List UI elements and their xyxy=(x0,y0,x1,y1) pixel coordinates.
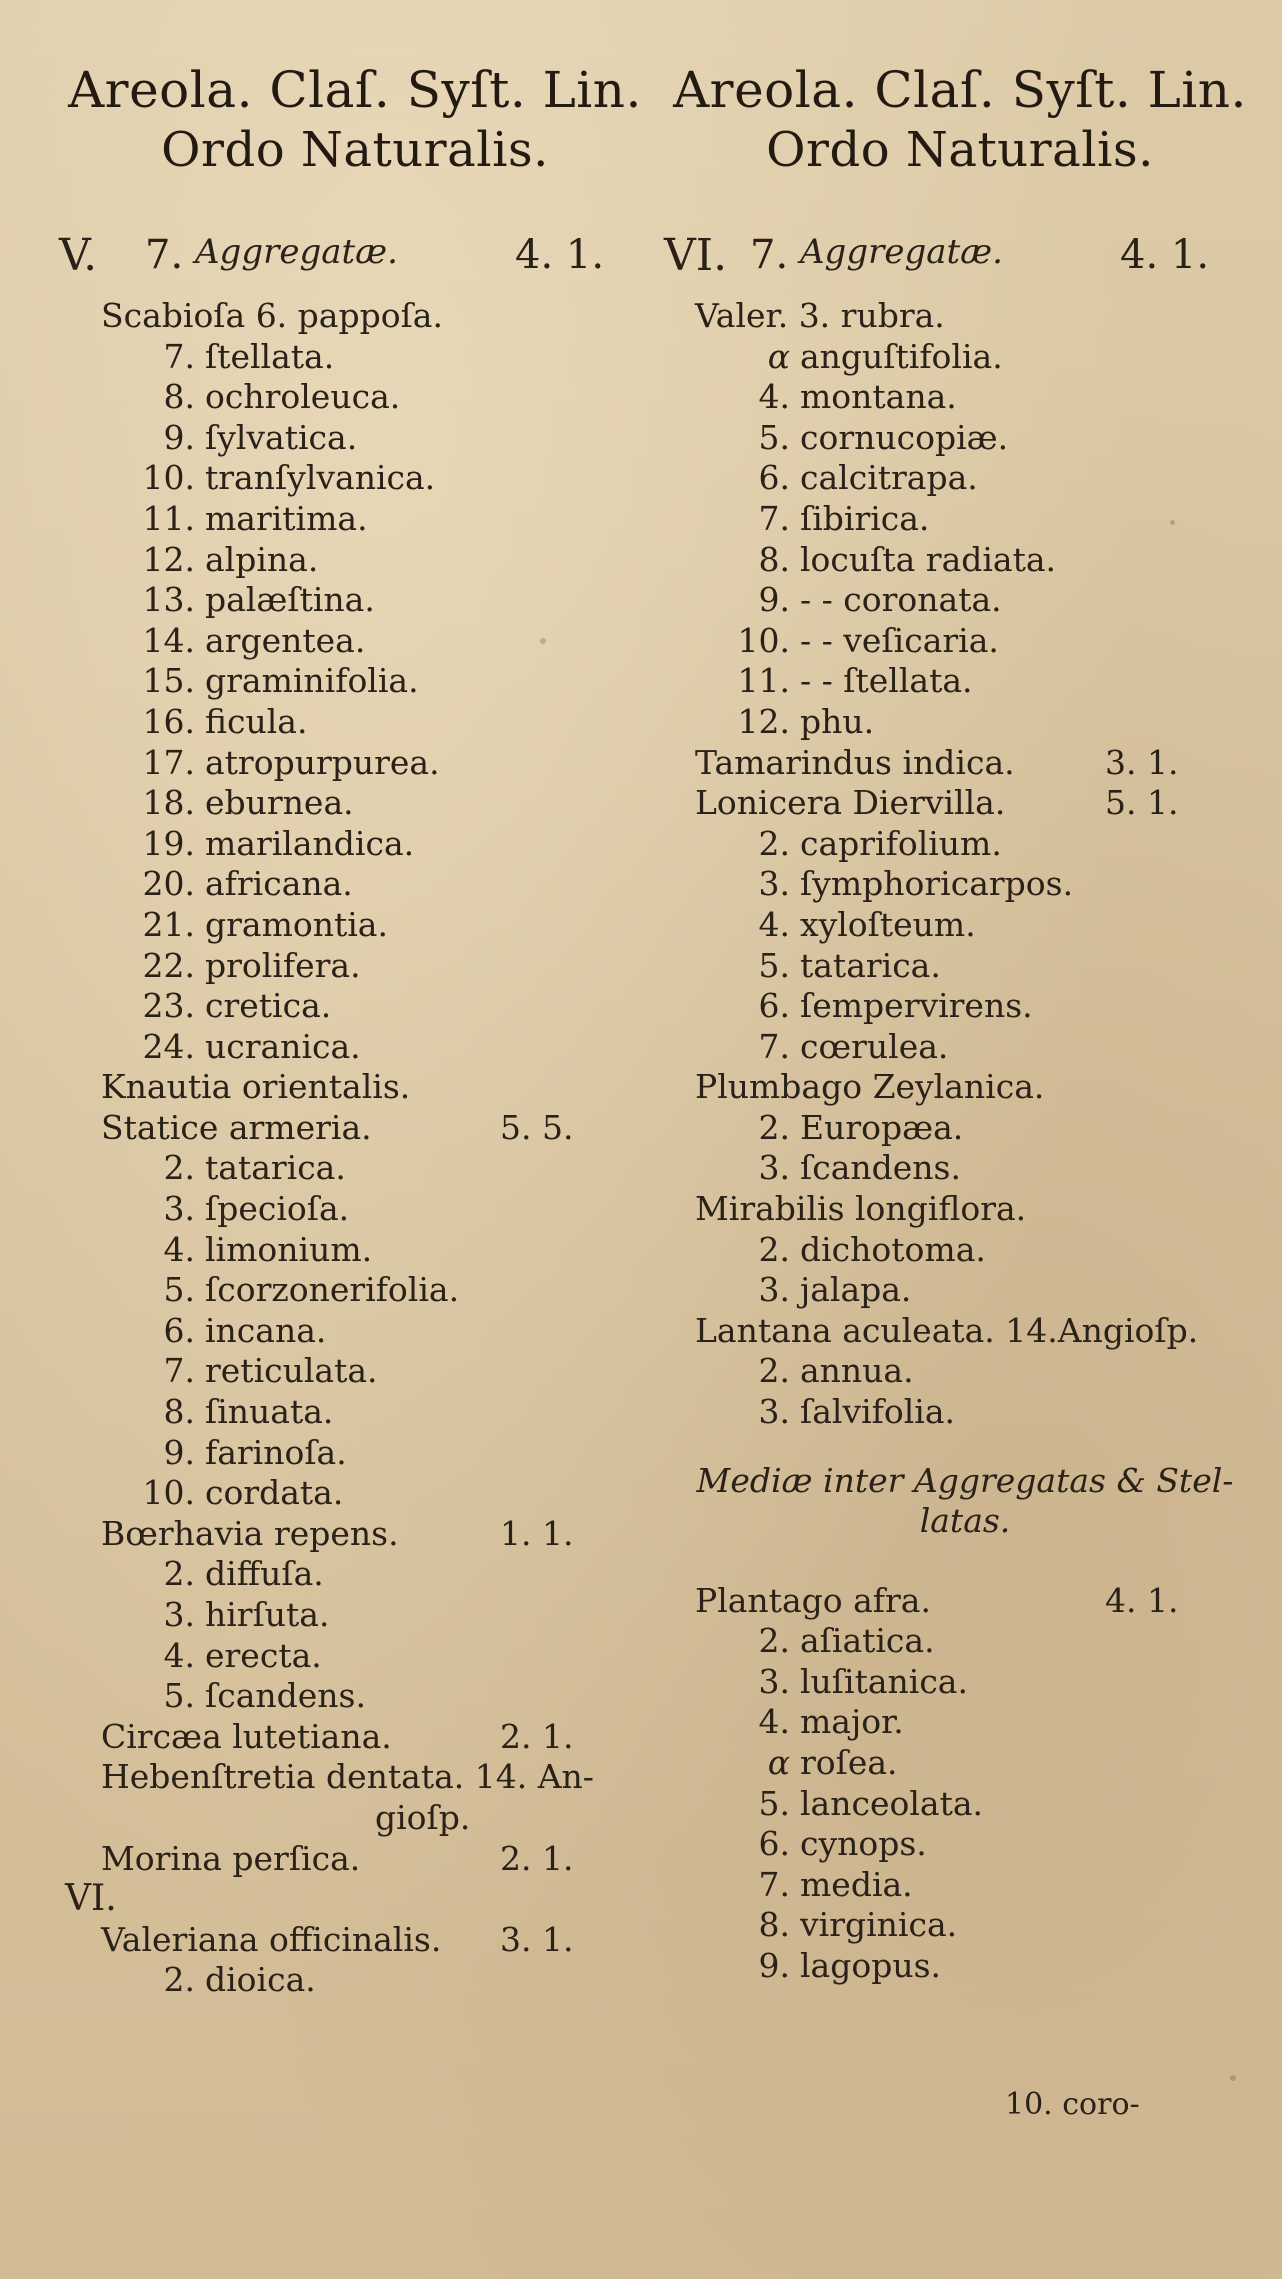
entry-text: calcitrapa. xyxy=(800,458,978,498)
entry-text: cornucopiæ. xyxy=(800,417,1009,457)
entry-row xyxy=(45,458,665,499)
entry-text: dioica. xyxy=(205,1960,316,2000)
entry-row xyxy=(45,1636,665,1677)
entry-text: roſea. xyxy=(800,1743,898,1782)
entry-row xyxy=(45,540,665,581)
entry-text: Valeriana officinalis. xyxy=(101,1919,442,1959)
entry-number: 3. xyxy=(758,1392,790,1432)
entry-text: ſcandens. xyxy=(800,1148,961,1188)
entry-text: diffuſa. xyxy=(205,1554,324,1594)
right-entry-list-2 xyxy=(650,1581,1270,1987)
entry-text: ficula. xyxy=(205,701,308,741)
entry-number: 6. xyxy=(163,1310,195,1350)
entry-number: 4. xyxy=(758,377,790,417)
entry-row xyxy=(650,1392,1270,1433)
entry-row xyxy=(650,1311,1270,1352)
entry-text: alpina. xyxy=(205,539,319,579)
entry-row xyxy=(45,580,665,621)
entry-text: argentea. xyxy=(205,620,366,660)
entry-text: Knautia orientalis. xyxy=(101,1067,411,1107)
entry-text: Plumbago Zeylanica. xyxy=(695,1067,1045,1107)
left-column xyxy=(45,60,665,2001)
entry-text: ſalvifolia. xyxy=(800,1392,955,1432)
entry-text: Circæa lutetiana. xyxy=(101,1716,392,1756)
section-roman: V. xyxy=(59,230,98,281)
entry-row xyxy=(650,824,1270,865)
entry-row xyxy=(650,1027,1270,1068)
entry-class: 5. 5. xyxy=(500,1107,574,1147)
entry-row xyxy=(650,1865,1270,1906)
entry-row xyxy=(45,743,665,784)
entry-row xyxy=(650,499,1270,540)
entry-row xyxy=(650,1824,1270,1865)
entry-row xyxy=(45,1473,665,1514)
entry-text: ſcorzonerifolia. xyxy=(205,1270,460,1310)
entry-text: hirſuta. xyxy=(205,1595,330,1634)
entry-text: Europæa. xyxy=(800,1107,964,1147)
entry-row xyxy=(45,1920,665,1961)
entry-text: locuſta radiata. xyxy=(800,539,1057,579)
entry-text: reticulata. xyxy=(205,1351,378,1391)
foxing-spot xyxy=(540,638,546,644)
foxing-spot xyxy=(1230,2075,1236,2081)
entry-row xyxy=(650,377,1270,418)
entry-number: 2. xyxy=(758,823,790,863)
entry-number: 11. xyxy=(142,498,195,538)
entry-row xyxy=(45,783,665,824)
entry-text: ucranica. xyxy=(205,1026,361,1066)
entry-row xyxy=(650,337,1270,378)
entry-row xyxy=(650,1946,1270,1987)
entry-row xyxy=(45,946,665,987)
foxing-spot xyxy=(338,1283,343,1288)
entry-row xyxy=(650,1108,1270,1149)
entry-row xyxy=(45,418,665,459)
entry-class: 4. 1. xyxy=(1105,1580,1179,1620)
section-heading xyxy=(45,230,665,292)
entry-number: 8. xyxy=(758,539,790,579)
entry-number: 4. xyxy=(758,904,790,944)
entry-row xyxy=(45,296,665,337)
entry-text: erecta. xyxy=(205,1635,322,1675)
entry-row xyxy=(650,1270,1270,1311)
entry-text: Lantana aculeata. 14.Angioſp. xyxy=(695,1310,1199,1350)
entry-number: 2. xyxy=(163,1960,195,2000)
entry-row xyxy=(650,540,1270,581)
section-name: Aggregatæ. xyxy=(800,232,1003,272)
entry-row xyxy=(650,1351,1270,1392)
entry-row xyxy=(45,905,665,946)
entry-row xyxy=(45,499,665,540)
entry-number: 2. xyxy=(163,1148,195,1188)
entry-text: Mirabilis longiflora. xyxy=(695,1189,1027,1229)
entry-text: Lonicera Diervilla. xyxy=(695,783,1006,823)
entry-number: 8. xyxy=(163,377,195,417)
entry-number: 3. xyxy=(758,1661,790,1701)
section-number: 7. xyxy=(145,232,184,278)
entry-row xyxy=(650,1621,1270,1662)
entry-text: lanceolata. xyxy=(800,1783,984,1823)
entry-text: marilandica. xyxy=(205,823,415,863)
header-line-1: Areola. Claſ. Syſt. Lin. xyxy=(673,61,1247,119)
entry-text: Statice armeria. xyxy=(101,1107,372,1147)
entry-number: 2. xyxy=(758,1229,790,1269)
entry-text: Plantago afra. xyxy=(695,1580,931,1620)
entry-number: 5. xyxy=(163,1676,195,1716)
entry-number: 2. xyxy=(758,1351,790,1391)
entry-number: 3. xyxy=(163,1189,195,1229)
entry-row xyxy=(45,702,665,743)
entry-text: cœrulea. xyxy=(800,1026,949,1066)
entry-number: 15. xyxy=(142,661,195,701)
entry-text: farinoſa. xyxy=(205,1432,347,1472)
entry-row xyxy=(45,1717,665,1758)
entry-text: ſtellata. xyxy=(205,336,335,376)
entry-row xyxy=(45,1839,665,1880)
entry-text: tatarica. xyxy=(205,1148,346,1188)
entry-number: 10. xyxy=(142,458,195,498)
entry-text: xyloſteum. xyxy=(800,904,976,944)
entry-number: 20. xyxy=(142,864,195,904)
entry-text: phu. xyxy=(800,701,875,741)
entry-row xyxy=(45,1595,665,1636)
entry-text: gramontia. xyxy=(205,904,388,944)
entry-text: luſitanica. xyxy=(800,1661,968,1701)
entry-text: montana. xyxy=(800,377,957,417)
entry-number: 8. xyxy=(163,1392,195,1432)
entry-row xyxy=(650,1581,1270,1622)
entry-text: atropurpurea. xyxy=(205,742,440,782)
entry-row xyxy=(650,864,1270,905)
entry-row xyxy=(45,1108,665,1149)
entry-number: 7. xyxy=(758,498,790,538)
entry-text: tatarica. xyxy=(800,945,941,985)
entry-class: 3. 1. xyxy=(1105,742,1179,782)
entry-number: α xyxy=(767,1743,790,1782)
subheading-line-2: latas. xyxy=(919,1500,1011,1540)
entry-row xyxy=(45,1189,665,1230)
entry-text: anguſtifolia. xyxy=(800,336,1003,376)
entry-text: ſpecioſa. xyxy=(205,1189,350,1229)
entry-class: 2. 1. xyxy=(500,1838,574,1878)
entry-row xyxy=(45,1960,665,2001)
entry-number: 16. xyxy=(142,701,195,741)
entry-row xyxy=(650,783,1270,824)
entry-row xyxy=(45,337,665,378)
entry-number: 19. xyxy=(142,823,195,863)
entry-number: 21. xyxy=(142,904,195,944)
entry-text: caprifolium. xyxy=(800,823,1002,863)
entry-row xyxy=(650,905,1270,946)
entry-number: 3. xyxy=(758,864,790,904)
entry-text: - - veſicaria. xyxy=(800,620,999,660)
entry-number: 2. xyxy=(758,1107,790,1147)
entry-number: 5. xyxy=(163,1270,195,1310)
entry-number: 5. xyxy=(758,1783,790,1823)
entry-text: ſcandens. xyxy=(205,1676,366,1716)
entry-row xyxy=(45,1027,665,1068)
entry-row xyxy=(45,1798,665,1839)
subheading-line-1: Mediæ inter Aggregatas & Stel- xyxy=(696,1460,1234,1500)
entry-text: Hebenſtretia dentata. 14. An- xyxy=(101,1757,594,1797)
entry-number: 22. xyxy=(142,945,195,985)
entry-number: 5. xyxy=(758,945,790,985)
entry-row xyxy=(45,661,665,702)
entry-row xyxy=(650,986,1270,1027)
left-column-header xyxy=(45,60,665,180)
entry-row xyxy=(45,864,665,905)
subheading-mediae xyxy=(650,1461,1270,1541)
entry-row xyxy=(650,1784,1270,1825)
entry-number: α xyxy=(767,336,790,376)
header-line-2: Ordo Naturalis. xyxy=(766,122,1154,178)
entry-row xyxy=(45,621,665,662)
entry-text: virginica. xyxy=(800,1905,958,1945)
entry-number: 8. xyxy=(758,1905,790,1945)
section-class: 4. 1. xyxy=(1120,232,1210,278)
entry-number: 12. xyxy=(737,701,790,741)
entry-text: ſinuata. xyxy=(205,1392,334,1432)
section-roman: VI. xyxy=(664,230,728,281)
entry-row xyxy=(45,986,665,1027)
section-name: Aggregatæ. xyxy=(195,232,398,272)
entry-text: major. xyxy=(800,1702,904,1742)
right-entry-list xyxy=(650,296,1270,1433)
entry-class: 2. 1. xyxy=(500,1716,574,1756)
entry-row xyxy=(650,661,1270,702)
entry-number: 10. xyxy=(737,620,790,660)
entry-number: 9. xyxy=(758,580,790,620)
entry-text: limonium. xyxy=(205,1229,373,1269)
entry-row xyxy=(650,1662,1270,1703)
entry-number: 6. xyxy=(758,458,790,498)
entry-number: 4. xyxy=(163,1229,195,1269)
entry-text: ſempervirens. xyxy=(800,986,1033,1026)
entry-number: 4. xyxy=(163,1635,195,1675)
entry-row xyxy=(45,1757,665,1798)
entry-text: - - ſtellata. xyxy=(800,661,973,701)
entry-class: 3. 1. xyxy=(500,1919,574,1959)
entry-text: cretica. xyxy=(205,986,332,1026)
entry-number: 11. xyxy=(737,661,790,701)
entry-number: 24. xyxy=(142,1026,195,1066)
foxing-spot xyxy=(1170,520,1175,525)
entry-row xyxy=(45,1230,665,1271)
entry-number: 14. xyxy=(142,620,195,660)
entry-text: cordata. xyxy=(205,1473,344,1513)
entry-row xyxy=(650,1743,1270,1784)
entry-number: 7. xyxy=(758,1026,790,1066)
catchword: 10. coro- xyxy=(1005,2087,1140,2122)
entry-text: incana. xyxy=(205,1310,327,1350)
entry-text: jalapa. xyxy=(800,1270,912,1310)
header-line-2: Ordo Naturalis. xyxy=(161,122,549,178)
entry-text: annua. xyxy=(800,1351,914,1391)
entry-number: 3. xyxy=(163,1595,195,1634)
entry-row xyxy=(650,743,1270,784)
entry-text: Scabioſa 6. pappoſa. xyxy=(101,296,443,335)
entry-number: 13. xyxy=(142,580,195,620)
entry-row xyxy=(650,296,1270,337)
entry-text: prolifera. xyxy=(205,945,361,985)
entry-text: palæſtina. xyxy=(205,580,375,620)
entry-text: cynops. xyxy=(800,1824,927,1864)
entry-row xyxy=(650,946,1270,987)
entry-number: 3. xyxy=(758,1270,790,1310)
entry-row xyxy=(45,1067,665,1108)
entry-number: 2. xyxy=(758,1621,790,1661)
entry-text: tranſylvanica. xyxy=(205,458,436,498)
entry-number: 9. xyxy=(758,1945,790,1985)
right-column xyxy=(650,60,1270,1987)
entry-text: ſylvatica. xyxy=(205,417,358,457)
entry-number: 9. xyxy=(163,417,195,457)
header-line-1: Areola. Claſ. Syſt. Lin. xyxy=(68,61,642,119)
entry-number: 3. xyxy=(758,1148,790,1188)
right-column-header xyxy=(650,60,1270,180)
left-entry-list xyxy=(45,296,665,2001)
entry-text: lagopus. xyxy=(800,1945,942,1985)
entry-text: africana. xyxy=(205,864,353,904)
entry-text: ſymphoricarpos. xyxy=(800,864,1074,904)
entry-text: Bœrhavia repens. xyxy=(101,1513,399,1553)
entry-number: 4. xyxy=(758,1702,790,1742)
entry-class: 5. 1. xyxy=(1105,783,1179,823)
entry-row xyxy=(650,580,1270,621)
entry-row xyxy=(45,1148,665,1189)
entry-row xyxy=(650,1189,1270,1230)
entry-row xyxy=(45,1433,665,1474)
entry-text: Valer. 3. rubra. xyxy=(695,296,945,335)
entry-row xyxy=(45,1392,665,1433)
entry-class: 1. 1. xyxy=(500,1513,574,1553)
entry-row xyxy=(45,1270,665,1311)
entry-text: - - coronata. xyxy=(800,580,1002,620)
entry-number: 10. xyxy=(142,1473,195,1513)
entry-text: graminifolia. xyxy=(205,661,419,701)
entry-text: VI. xyxy=(65,1878,117,1920)
section-number: 7. xyxy=(750,232,789,278)
entry-row xyxy=(45,824,665,865)
entry-row xyxy=(650,1230,1270,1271)
entry-row xyxy=(650,621,1270,662)
entry-number: 6. xyxy=(758,986,790,1026)
entry-text: gioſp. xyxy=(375,1797,471,1837)
entry-number: 7. xyxy=(758,1864,790,1904)
entry-row xyxy=(650,418,1270,459)
entry-row xyxy=(650,1067,1270,1108)
entry-text: maritima. xyxy=(205,498,368,538)
entry-number: 23. xyxy=(142,986,195,1026)
entry-row xyxy=(45,1879,665,1920)
entry-row xyxy=(45,1311,665,1352)
entry-number: 7. xyxy=(163,336,195,376)
entry-text: media. xyxy=(800,1864,913,1904)
entry-row xyxy=(650,458,1270,499)
entry-number: 6. xyxy=(758,1824,790,1864)
entry-text: dichotoma. xyxy=(800,1229,986,1269)
entry-text: Morina perſica. xyxy=(101,1838,361,1878)
entry-text: aſiatica. xyxy=(800,1621,935,1661)
entry-number: 17. xyxy=(142,742,195,782)
entry-number: 18. xyxy=(142,783,195,823)
section-class: 4. 1. xyxy=(515,232,605,278)
entry-number: 7. xyxy=(163,1351,195,1391)
entry-row xyxy=(650,702,1270,743)
entry-row xyxy=(45,1676,665,1717)
entry-number: 2. xyxy=(163,1554,195,1594)
entry-number: 9. xyxy=(163,1432,195,1472)
entry-row xyxy=(650,1905,1270,1946)
entry-number: 5. xyxy=(758,417,790,457)
entry-text: eburnea. xyxy=(205,783,354,823)
entry-text: Tamarindus indica. xyxy=(695,742,1015,782)
entry-row xyxy=(45,1554,665,1595)
entry-row xyxy=(45,377,665,418)
entry-row xyxy=(650,1702,1270,1743)
entry-row xyxy=(45,1514,665,1555)
entry-text: ſibirica. xyxy=(800,498,930,538)
section-heading xyxy=(650,230,1270,292)
entry-row xyxy=(45,1351,665,1392)
entry-number: 12. xyxy=(142,539,195,579)
entry-text: ochroleuca. xyxy=(205,377,401,417)
entry-row xyxy=(650,1148,1270,1189)
